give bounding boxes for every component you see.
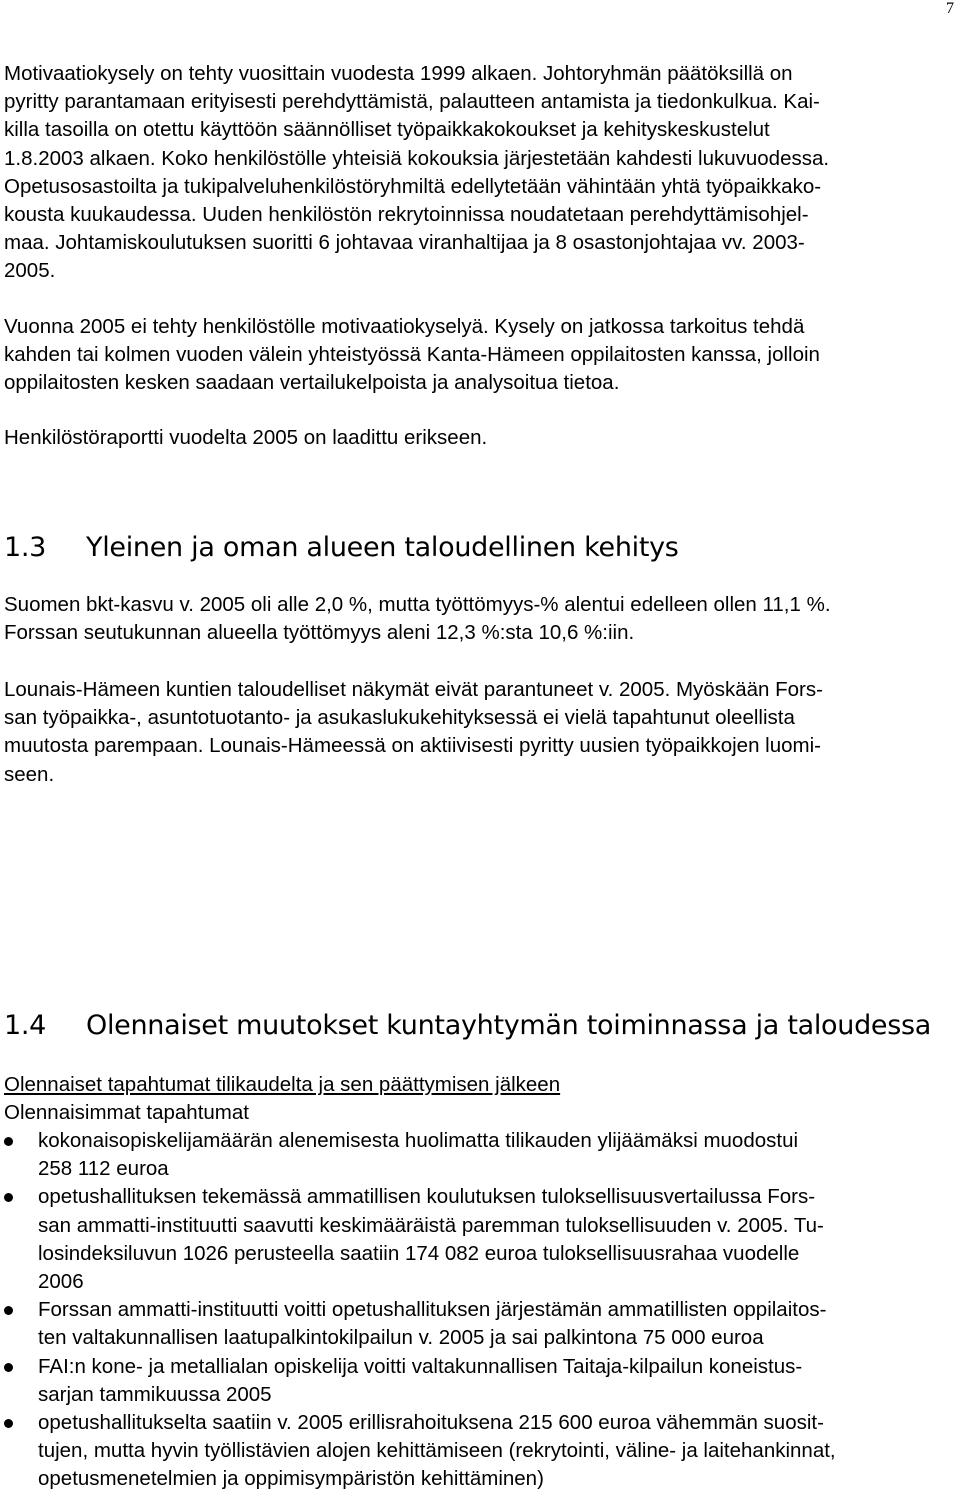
bullet-icon <box>4 1419 13 1428</box>
text-line: Vuonna 2005 ei tehty henkilöstölle motivaatiokyselyä. Kysely on jatkossa tarkoitus tehdä <box>4 315 805 338</box>
text-line: kousta kuukaudessa. Uuden henkilöstön rekrytoinnissa noudatetaan perehdyttämisohjel- <box>4 202 809 226</box>
text-line: opetusmenetelmien ja oppimisympäristön kehittäminen) <box>38 1467 544 1491</box>
list-intro: Olennaisimmat tapahtumat <box>4 1101 249 1125</box>
subheading: Olennaiset tapahtumat tilikaudelta ja sen päättymisen jälkeen <box>4 1073 561 1096</box>
text-line: oppilaitosten kesken saadaan vertailukelpoista ja analysoitua tietoa. <box>4 371 620 395</box>
section-heading-1-4 <box>4 1010 931 1041</box>
text-line: Forssan ammatti-instituutti voitti opetushallituksen järjestämän ammatillisten oppilaitos- <box>38 1298 827 1322</box>
text-line: sarjan tammikuussa 2005 <box>38 1382 272 1406</box>
text-line: 1.8.2003 alkaen. Koko henkilöstölle yhteisiä kokouksia järjestetään kahdesti lukuvuodessa. <box>4 146 830 170</box>
text-line: killa tasoilla on otettu käyttöön säännölliset työpaikkakokoukset ja kehityskeskustelut <box>4 118 770 142</box>
bullet-icon <box>4 1193 13 1202</box>
text-line: Lounais-Hämeen kuntien taloudelliset näkymät eivät parantuneet v. 2005. Myöskään Fors- <box>4 678 823 701</box>
intro-paragraph-motivation <box>4 60 954 286</box>
text-line: opetushallituksen tekemässä ammatillisen koulutuksen tuloksellisuusvertailussa Fors- <box>38 1185 816 1209</box>
text-line: Suomen bkt-kasvu v. 2005 oli alle 2,0 %, mutta työttömyys-% alentui edelleen ollen 11,1 %. <box>4 593 831 616</box>
text-line: Forssan seutukunnan alueella työttömyys aleni 12,3 %:sta 10,6 %:iin. <box>4 621 635 645</box>
text-line: 2005. <box>4 259 56 283</box>
list-item <box>4 1353 954 1409</box>
section-1-4-intro <box>4 1071 954 1127</box>
section-title: Yleinen ja oman alueen taloudellinen kehitys <box>86 532 679 563</box>
text-line: kokonaisopiskelijamäärän alenemisesta huolimatta tilikauden ylijäämäksi muodostui <box>38 1129 799 1152</box>
section-heading-1-3 <box>4 532 679 563</box>
text-line: maa. Johtamiskoulutuksen suoritti 6 johtavaa viranhaltijaa ja 8 osastonjohtajaa vv. 2003- <box>4 231 805 255</box>
text-line: san työpaikka-, asuntotuotanto- ja asukaslukukehityksessä ei vielä tapahtunut oleellista <box>4 706 795 730</box>
text-line: 258 112 euroa <box>38 1157 169 1181</box>
text-line: ten valtakunnallisen laatupalkintokilpailun v. 2005 ja sai palkintona 75 000 euroa <box>38 1326 764 1350</box>
section-title: Olennaiset muutokset kuntayhtymän toiminnassa ja taloudessa <box>86 1010 932 1041</box>
text-line: opetushallitukselta saatiin v. 2005 erillisrahoituksena 215 600 euroa vähemmän suosit- <box>38 1410 824 1434</box>
text-line: FAI:n kone- ja metallialan opiskelija voitti valtakunnallisen Taitaja-kilpailun koneistus- <box>38 1354 803 1378</box>
text-line: Opetusosastoilta ja tukipalveluhenkilöstöryhmiltä edellytetään vähintään yhtä työpaikkako- <box>4 174 822 198</box>
section-number: 1.4 <box>4 1010 47 1041</box>
text-line: 2006 <box>38 1269 84 1293</box>
text-line: Motivaatiokysely on tehty vuosittain vuodesta 1999 alkaen. Johtoryhmän päätöksillä on <box>4 62 793 85</box>
text-line: pyritty parantamaan erityisesti perehdyttämistä, palautteen antamista ja tiedonkulkua. Kai- <box>4 90 820 114</box>
list-item <box>4 1296 954 1352</box>
intro-paragraph-report <box>4 424 954 452</box>
list-item <box>4 1183 954 1296</box>
text-line: san ammatti-instituutti saavutti keskimääräistä paremman tuloksellisuuden v. 2005. Tu- <box>38 1213 824 1237</box>
bullet-icon <box>4 1306 13 1315</box>
text-line: muutosta parempaan. Lounais-Hämeessä on aktiivisesti pyritty uusien työpaikkojen luomi- <box>4 734 821 758</box>
text-line: kahden tai kolmen vuoden välein yhteistyössä Kanta-Hämeen oppilaitosten kanssa, jolloin <box>4 343 820 367</box>
events-bullet-list <box>4 1127 954 1493</box>
intro-paragraph-survey <box>4 313 954 398</box>
economy-paragraph-regional <box>4 676 954 789</box>
list-item <box>4 1409 954 1494</box>
text-line: Henkilöstöraportti vuodelta 2005 on laadittu erikseen. <box>4 426 488 449</box>
text-line: losindeksiluvun 1026 perusteella saatiin 174 082 euroa tuloksellisuusrahaa vuodelle <box>38 1241 800 1265</box>
text-line: tujen, mutta hyvin työllistävien alojen kehittämiseen (rekrytointi, väline- ja laitehankinnat, <box>38 1439 836 1463</box>
bullet-icon <box>4 1137 13 1146</box>
page-number: 7 <box>946 0 954 17</box>
section-number: 1.3 <box>4 532 47 563</box>
bullet-icon <box>4 1363 13 1372</box>
economy-paragraph-national <box>4 591 954 647</box>
text-line: seen. <box>4 762 55 786</box>
list-item <box>4 1127 954 1183</box>
